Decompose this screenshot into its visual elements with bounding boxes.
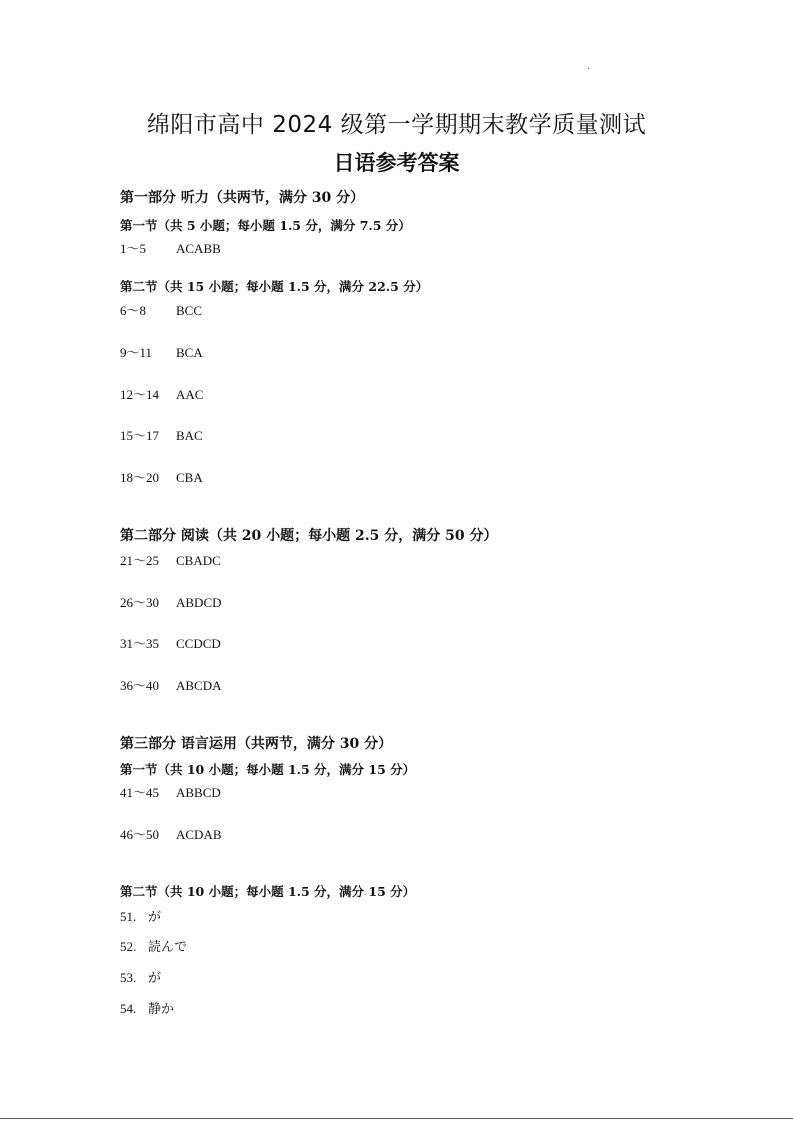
fill-in-answer xyxy=(120,998,174,1017)
fill-in-answer xyxy=(120,936,187,955)
answer-key: BCA xyxy=(176,345,203,360)
answer-row xyxy=(120,384,203,403)
answer-row xyxy=(120,782,221,801)
part-1-section-2-heading: 第二节（共 15 小题；每小题 1.5 分，满分 22.5 分） xyxy=(120,279,429,294)
part-3-section-2-heading: 第二节（共 10 小题；每小题 1.5 分，满分 15 分） xyxy=(120,884,416,899)
answer-row xyxy=(120,342,203,361)
part-1-section-1-heading: 第一节（共 5 小题；每小题 1.5 分，满分 7.5 分） xyxy=(120,218,411,233)
answer-key: ACDAB xyxy=(176,827,222,842)
answer-row xyxy=(120,300,202,319)
answer-key: BAC xyxy=(176,428,203,443)
question-range: 18～20 xyxy=(120,470,160,485)
question-range: 46～50 xyxy=(120,827,160,842)
answer-row xyxy=(120,238,221,257)
page-bottom-rule xyxy=(0,1118,793,1119)
question-range: 6～8 xyxy=(120,303,147,318)
answer-key: ACABB xyxy=(176,241,221,256)
document-title: 绵阳市高中 2024 级第一学期期末教学质量测试 xyxy=(146,112,647,138)
answer-row xyxy=(120,633,221,652)
part-1-heading: 第一部分 听力（共两节，满分 30 分） xyxy=(120,190,365,206)
fill-answer-text: 読んで xyxy=(148,940,188,955)
answer-key: CCDCD xyxy=(176,636,221,651)
question-range: 36～40 xyxy=(120,678,160,693)
question-range: 1～5 xyxy=(120,241,147,256)
answer-key: ABCDA xyxy=(176,678,222,693)
question-range: 15～17 xyxy=(120,428,160,443)
answer-row xyxy=(120,675,222,694)
answer-key: AAC xyxy=(176,387,204,402)
answer-row xyxy=(120,592,222,611)
scan-speck xyxy=(588,68,589,69)
question-number: 51. xyxy=(120,909,137,924)
question-range: 12～14 xyxy=(120,387,160,402)
fill-answer-text: が xyxy=(148,971,162,986)
question-range: 26～30 xyxy=(120,595,160,610)
answer-key: ABDCD xyxy=(176,595,222,610)
fill-answer-text: が xyxy=(148,910,162,925)
answer-row xyxy=(120,550,221,569)
part-2-heading: 第二部分 阅读（共 20 小题；每小题 2.5 分，满分 50 分） xyxy=(120,528,498,544)
question-number: 54. xyxy=(120,1001,137,1016)
question-range: 41～45 xyxy=(120,785,160,800)
fill-answer-text: 静か xyxy=(148,1002,175,1017)
answer-key: ABBCD xyxy=(176,785,221,800)
answer-key: CBADC xyxy=(176,553,221,568)
question-range: 9～11 xyxy=(120,345,153,360)
answer-row xyxy=(120,425,203,444)
document-subtitle: 日语参考答案 xyxy=(333,151,460,175)
answer-key: CBA xyxy=(176,470,203,485)
answer-key: BCC xyxy=(176,303,203,318)
question-number: 52. xyxy=(120,939,137,954)
part-3-heading: 第三部分 语言运用（共两节，满分 30 分） xyxy=(120,736,393,752)
question-number: 53. xyxy=(120,970,137,985)
question-range: 31～35 xyxy=(120,636,160,651)
fill-in-answer xyxy=(120,967,161,986)
part-3-section-1-heading: 第一节（共 10 小题；每小题 1.5 分，满分 15 分） xyxy=(120,762,416,777)
answer-row xyxy=(120,467,203,486)
fill-in-answer xyxy=(120,906,161,925)
question-range: 21～25 xyxy=(120,553,160,568)
answer-row xyxy=(120,824,222,843)
